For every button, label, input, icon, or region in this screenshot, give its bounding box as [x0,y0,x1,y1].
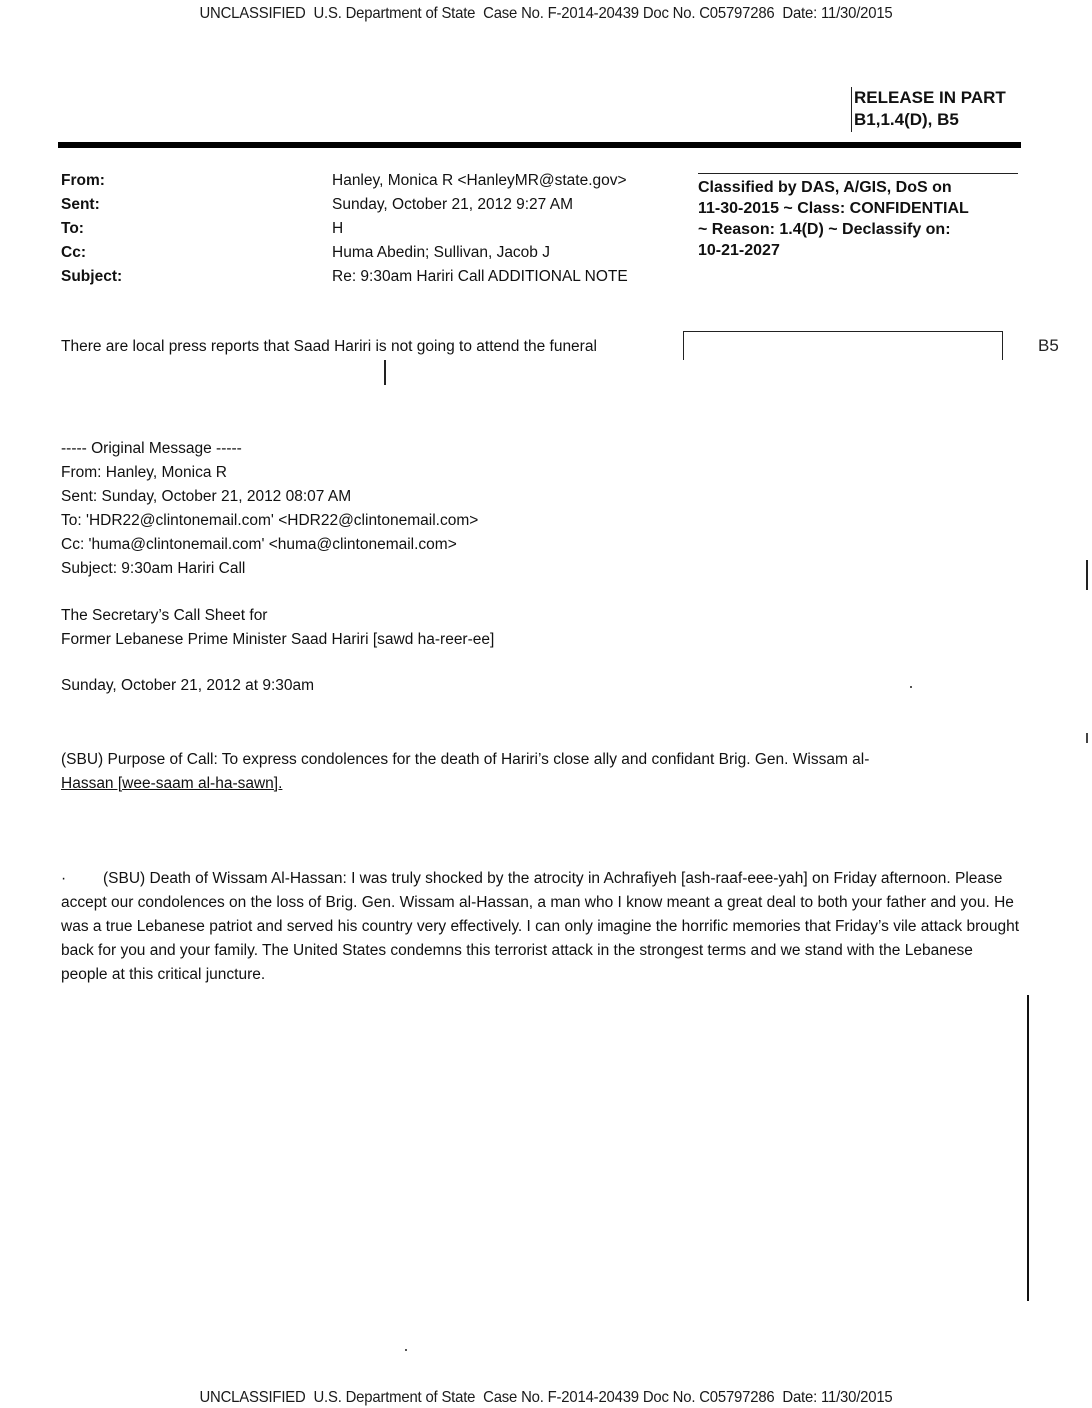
purpose-of-call [61,748,869,796]
original-from: From: Hanley, Monica R [61,464,227,481]
original-subject: Subject: 9:30am Hariri Call [61,560,246,577]
edge-mark [1086,733,1088,743]
release-status: RELEASE IN PART [854,88,1006,107]
subject-value: Re: 9:30am Hariri Call ADDITIONAL NOTE [332,268,628,285]
classification-block [698,173,1018,261]
original-message-header [61,437,478,581]
margin-line [1027,995,1029,1301]
bullet-icon: · [61,870,67,887]
cc-label: Cc: [61,244,86,261]
talking-point-text: (SBU) Death of Wissam Al-Hassan: I was truly shocked by the atrocity in Achrafiyeh [ash-raaf-eee-yah] on Friday afternoon. Please accept our condolences on the loss of Brig. Gen. Wissam al-Hassan, a man who I know meant a great deal to both your father and you. He was a true Lebanese patriot and served his country very effectively. I can only imagine the horrific memories that Friday’s vile attack brought back for you and your family. The United States condemns this terrorist attack in the strongest terms and we stand with the Lebanese people at this critical juncture. [61,870,1020,983]
talking-point [61,867,1021,987]
cc-value: Huma Abedin; Sullivan, Jacob J [332,244,550,261]
sent-label: Sent: [61,196,100,213]
edge-mark [1086,560,1088,590]
sent-value: Sunday, October 21, 2012 9:27 AM [332,196,573,213]
redaction-code: B5 [1038,336,1059,355]
classification-line: 11-30-2015 ~ Class: CONFIDENTIAL [698,200,969,217]
call-sheet-date: Sunday, October 21, 2012 at 9:30am [61,677,315,694]
from-label: From: [61,172,105,189]
purpose-line1: (SBU) Purpose of Call: To express condolences for the death of Hariri’s close ally and confidant Brig. Gen. Wissam al- [61,751,870,768]
original-cc: Cc: 'huma@clintonemail.com' <huma@clintonemail.com> [61,536,457,553]
scan-mark [384,360,386,385]
call-sheet-title [61,604,494,652]
to-label: To: [61,220,84,237]
additional-note: There are local press reports that Saad Hariri is not going to attend the funeral [61,338,597,355]
original-message-separator: ----- Original Message ----- [61,440,242,457]
scan-speck [405,1349,407,1351]
unclassified-banner-top: UNCLASSIFIED U.S. Department of State Case No. F-2014-20439 Doc No. C05797286 Date: 11/30/2015 [199,5,893,22]
release-stamp [851,87,1026,132]
classification-line: 10-21-2027 [698,242,780,259]
release-exemptions: B1,1.4(D), B5 [854,110,959,129]
call-sheet-title-line2: Former Lebanese Prime Minister Saad Hariri [sawd ha-reer-ee] [61,631,495,648]
to-value: H [332,220,344,237]
unclassified-banner-bottom: UNCLASSIFIED U.S. Department of State Case No. F-2014-20439 Doc No. C05797286 Date: 11/30/2015 [199,1389,893,1406]
original-sent: Sent: Sunday, October 21, 2012 08:07 AM [61,488,352,505]
classification-line: Classified by DAS, A/GIS, DoS on [698,179,952,196]
classification-line: ~ Reason: 1.4(D) ~ Declassify on: [698,221,951,238]
header-divider [58,142,1021,148]
original-to: To: 'HDR22@clintonemail.com' <HDR22@clintonemail.com> [61,512,479,529]
from-value: Hanley, Monica R <HanleyMR@state.gov> [332,172,627,189]
scan-speck [910,686,912,688]
purpose-line2: Hassan [wee-saam al-ha-sawn]. [61,775,283,792]
subject-label: Subject: [61,268,123,285]
redaction-box [683,331,1003,360]
call-sheet-title-line1: The Secretary’s Call Sheet for [61,607,268,624]
